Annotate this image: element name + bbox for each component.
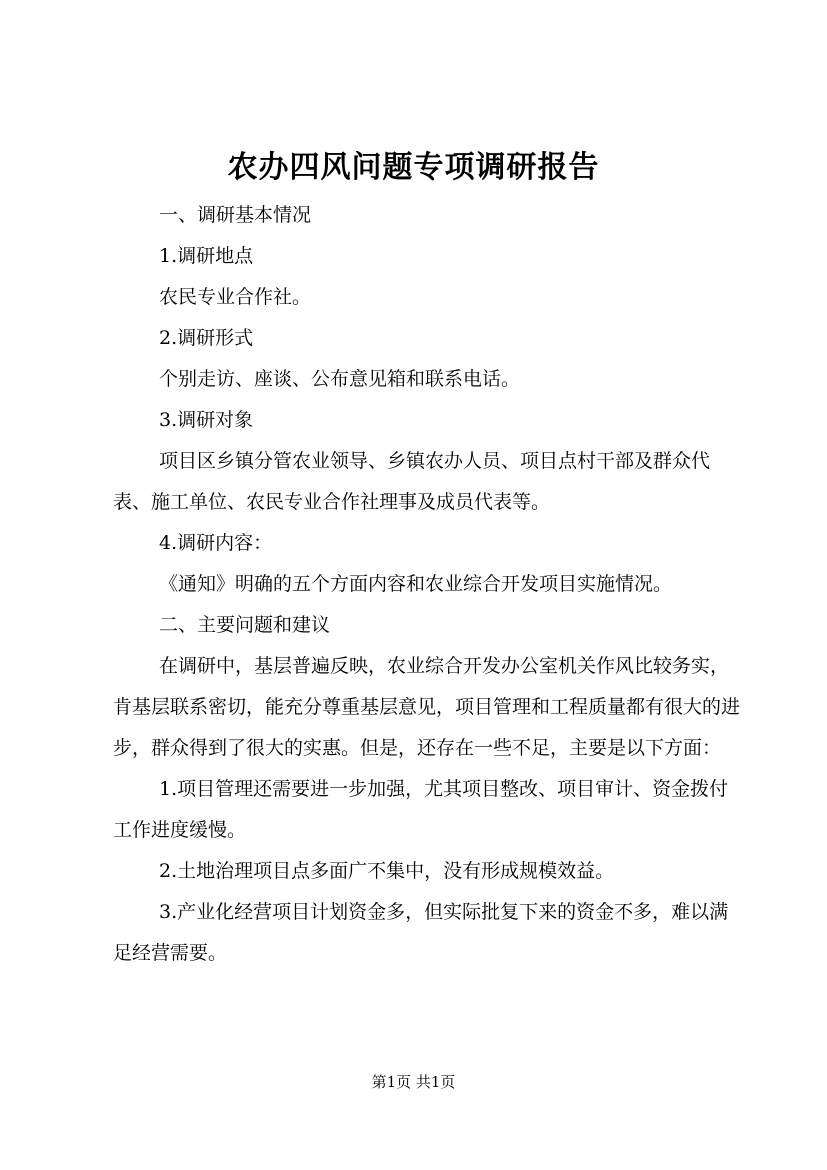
paragraph: 3.调研对象 bbox=[159, 409, 254, 431]
paragraph: 农民专业合作社。 bbox=[159, 286, 312, 308]
paragraph: 《通知》明确的五个方面内容和农业综合开发项目实施情况。 bbox=[159, 573, 673, 595]
paragraph: 4.调研内容： bbox=[159, 532, 273, 554]
paragraph: 一、调研基本情况 bbox=[159, 204, 312, 226]
paragraph: 在调研中，基层普遍反映，农业综合开发办公室机关作风比较务实，肯基层联系密切，能充分尊重基层意见，项目管理和工程质量都有很大的进步，群众得到了很大的实惠。但是，还存在一些不足，主要是以下方面： bbox=[113, 655, 741, 759]
paragraph: 2.土地治理项目点多面广不集中，没有形成规模效益。 bbox=[159, 860, 615, 882]
paragraph: 二、主要问题和建议 bbox=[159, 614, 331, 636]
paragraph: 1.项目管理还需要进一步加强，尤其项目整改、项目审计、资金拨付工作进度缓慢。 bbox=[113, 778, 729, 841]
document-body bbox=[113, 195, 743, 974]
paragraph: 3.产业化经营项目计划资金多，但实际批复下来的资金不多，难以满足经营需要。 bbox=[113, 901, 729, 964]
page-footer: 第1页 共1页 bbox=[371, 1073, 456, 1091]
paragraph: 项目区乡镇分管农业领导、乡镇农办人员、项目点村干部及群众代表、施工单位、农民专业合作社理事及成员代表等。 bbox=[113, 450, 711, 513]
paragraph: 2.调研形式 bbox=[159, 327, 254, 349]
paragraph: 1.调研地点 bbox=[159, 245, 254, 267]
paragraph: 个别走访、座谈、公布意见箱和联系电话。 bbox=[159, 368, 521, 390]
document-title: 农办四风问题专项调研报告 bbox=[227, 150, 600, 185]
